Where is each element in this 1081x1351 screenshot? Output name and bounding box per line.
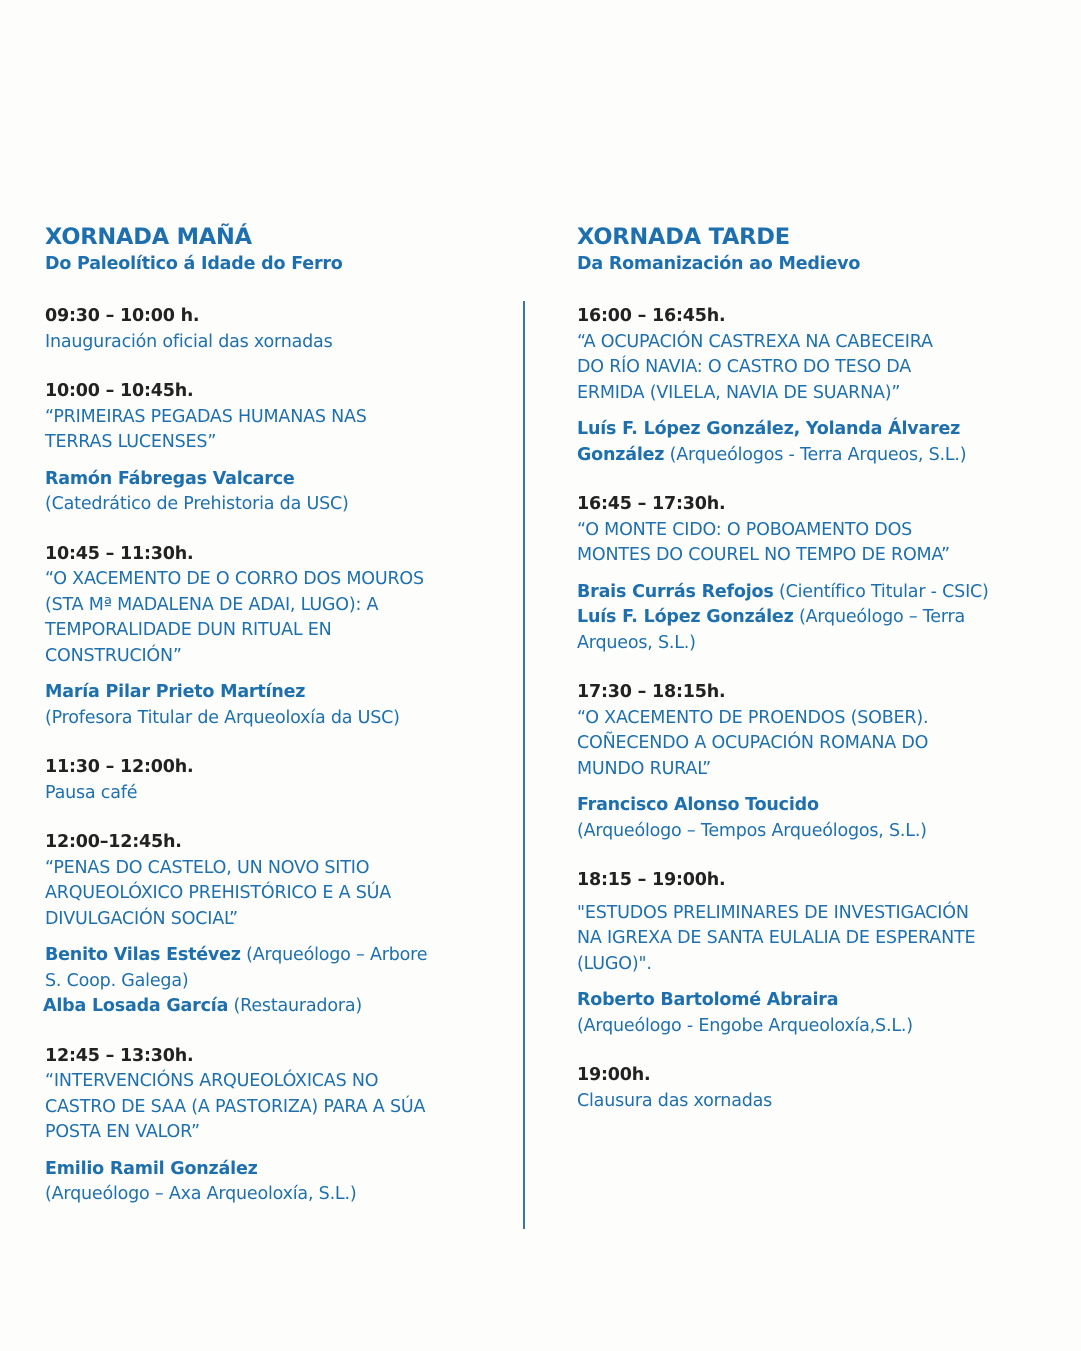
- speaker: [577, 988, 1057, 1014]
- session-desc: [577, 330, 1057, 407]
- desc-line: (LUGO)".: [577, 953, 652, 974]
- session-desc: Pausa café: [45, 782, 138, 803]
- speaker-affiliation: (Arqueólogo – Arbore: [240, 945, 428, 965]
- session-desc: [45, 856, 505, 933]
- session-time: 19:00h.: [577, 1065, 651, 1085]
- speaker: [45, 467, 505, 493]
- speaker-name: Ramón Fábregas Valcarce: [45, 468, 295, 489]
- session-time: 10:45 – 11:30h.: [45, 543, 194, 564]
- speaker-name: Benito Vilas Estévez: [45, 945, 241, 965]
- speaker-block: [577, 417, 1057, 468]
- session-1045: [45, 542, 505, 732]
- session-1245: [45, 1044, 505, 1208]
- session-desc: Clausura das xornadas: [577, 1090, 773, 1111]
- speaker: [577, 605, 1057, 631]
- session-time: 18:15 – 19:00h.: [577, 870, 726, 890]
- desc-line: “INTERVENCIÓNS ARQUEOLÓXICAS NO: [45, 1071, 379, 1091]
- speaker-name: Emilio Ramil González: [45, 1158, 258, 1179]
- desc-line: MUNDO RURAL”: [577, 758, 712, 779]
- speaker-affiliation: Arqueos, S.L.): [577, 632, 696, 653]
- speaker-block: [45, 1157, 505, 1208]
- speaker-name: Alba Losada García: [43, 996, 229, 1016]
- desc-line: MONTES DO COUREL NO TEMPO DE ROMA”: [577, 545, 950, 565]
- desc-line: “O MONTE CIDO: O POBOAMENTO DOS: [577, 519, 913, 540]
- morning-column: [45, 222, 505, 1232]
- speaker-block: [45, 943, 505, 1020]
- afternoon-column: [577, 222, 1057, 1138]
- desc-line: “PENAS DO CASTELO, UN NOVO SITIO: [45, 857, 370, 878]
- speaker-affiliation: (Científico Titular - CSIC): [773, 581, 989, 602]
- session-time: 16:45 – 17:30h.: [577, 494, 726, 514]
- session-desc: [577, 706, 1057, 783]
- session-desc: [45, 1069, 505, 1146]
- speaker: [577, 580, 1057, 606]
- desc-line: (STA Mª MADALENA DE ADAI, LUGO): A: [45, 594, 379, 615]
- session-time: 12:45 – 13:30h.: [45, 1045, 194, 1066]
- session-desc: Inauguración oficial das xornadas: [45, 331, 333, 352]
- session-1645: [577, 492, 1057, 656]
- speaker-block: [577, 793, 1057, 844]
- speaker-affiliation: (Catedrático de Prehistoria da USC): [45, 494, 349, 514]
- desc-line: "ESTUDOS PRELIMINARES DE INVESTIGACIÓN: [577, 902, 969, 923]
- speaker-affiliation: (Restauradora): [228, 996, 362, 1016]
- session-1000: [45, 379, 505, 518]
- session-0930: [45, 304, 505, 355]
- session-time: 11:30 – 12:00h.: [45, 757, 194, 777]
- session-time: 16:00 – 16:45h.: [577, 306, 726, 326]
- session-desc: [45, 405, 505, 456]
- session-1200: [45, 830, 505, 1020]
- afternoon-title: XORNADA TARDE: [577, 224, 790, 250]
- speaker-block: [45, 467, 505, 518]
- column-divider: [523, 301, 525, 1229]
- session-desc: [577, 901, 1057, 978]
- desc-line: TERRAS LUCENSES”: [45, 432, 217, 452]
- session-1600: [577, 304, 1057, 468]
- speaker-block: [45, 680, 505, 731]
- desc-line: “A OCUPACIÓN CASTREXA NA CABECEIRA: [577, 331, 933, 352]
- speaker: [577, 417, 1057, 443]
- speaker-name: Luís F. López González, Yolanda Álvarez: [577, 419, 961, 439]
- speaker-name: González: [577, 444, 665, 465]
- speaker-name: Brais Currás Refojos: [577, 581, 774, 602]
- session-1815: [577, 868, 1057, 1039]
- desc-line: “O XACEMENTO DE PROENDOS (SOBER).: [577, 707, 929, 728]
- desc-line: CONSTRUCIÓN”: [45, 645, 182, 666]
- session-1130: [45, 755, 505, 806]
- morning-title: XORNADA MAÑÁ: [45, 224, 252, 250]
- session-time: 12:00–12:45h.: [45, 832, 182, 852]
- session-desc: [45, 567, 505, 669]
- speaker: [45, 943, 505, 969]
- desc-line: POSTA EN VALOR”: [45, 1122, 200, 1142]
- desc-line: NA IGREXA DE SANTA EULALIA DE ESPERANTE: [577, 928, 976, 948]
- session-1900: [577, 1063, 1057, 1114]
- speaker-affiliation: (Arqueólogos - Terra Arqueos, S.L.): [664, 444, 967, 465]
- desc-line: DO RÍO NAVIA: O CASTRO DO TESO DA: [577, 357, 912, 377]
- speaker: [43, 994, 505, 1020]
- desc-line: COÑECENDO A OCUPACIÓN ROMANA DO: [577, 733, 929, 753]
- desc-line: CASTRO DE SAA (A PASTORIZA) PARA A SÚA: [45, 1096, 426, 1117]
- speaker-block: [577, 988, 1057, 1039]
- desc-line: ARQUEOLÓXICO PREHISTÓRICO E A SÚA: [45, 883, 392, 903]
- session-1730: [577, 680, 1057, 844]
- speaker-affiliation: (Arqueólogo – Axa Arqueoloxía, S.L.): [45, 1184, 357, 1204]
- session-time: 10:00 – 10:45h.: [45, 381, 194, 401]
- session-time: 09:30 – 10:00 h.: [45, 306, 200, 326]
- session-time: 17:30 – 18:15h.: [577, 682, 726, 702]
- desc-line: DIVULGACIÓN SOCIAL”: [45, 908, 238, 929]
- speaker-affiliation: (Profesora Titular de Arqueoloxía da USC): [45, 707, 400, 728]
- speaker: [45, 680, 505, 706]
- speaker-affiliation: (Arqueólogo – Terra: [793, 607, 966, 627]
- speaker-name: Francisco Alonso Toucido: [577, 795, 819, 815]
- speaker-affiliation: (Arqueólogo – Tempos Arqueólogos, S.L.): [577, 820, 927, 841]
- speaker-affiliation: (Arqueólogo - Engobe Arqueoloxía,S.L.): [577, 1015, 913, 1036]
- desc-line: “PRIMEIRAS PEGADAS HUMANAS NAS: [45, 406, 367, 427]
- speaker-block: [577, 580, 1057, 657]
- speaker-name: Luís F. López González: [577, 607, 794, 627]
- speaker-name: Roberto Bartolomé Abraira: [577, 990, 839, 1010]
- desc-line: “O XACEMENTO DE O CORRO DOS MOUROS: [45, 569, 424, 589]
- desc-line: ERMIDA (VILELA, NAVIA DE SUARNA)”: [577, 382, 901, 403]
- speaker: [45, 1157, 505, 1183]
- session-desc: [577, 518, 1057, 569]
- afternoon-subtitle: Da Romanización ao Medievo: [577, 254, 861, 274]
- desc-line: TEMPORALIDADE DUN RITUAL EN: [45, 620, 332, 640]
- speaker: [577, 443, 1057, 469]
- morning-subtitle: Do Paleolítico á Idade do Ferro: [45, 254, 343, 274]
- speaker: [577, 793, 1057, 819]
- speaker-affiliation: S. Coop. Galega): [45, 970, 189, 991]
- speaker-name: María Pilar Prieto Martínez: [45, 682, 306, 702]
